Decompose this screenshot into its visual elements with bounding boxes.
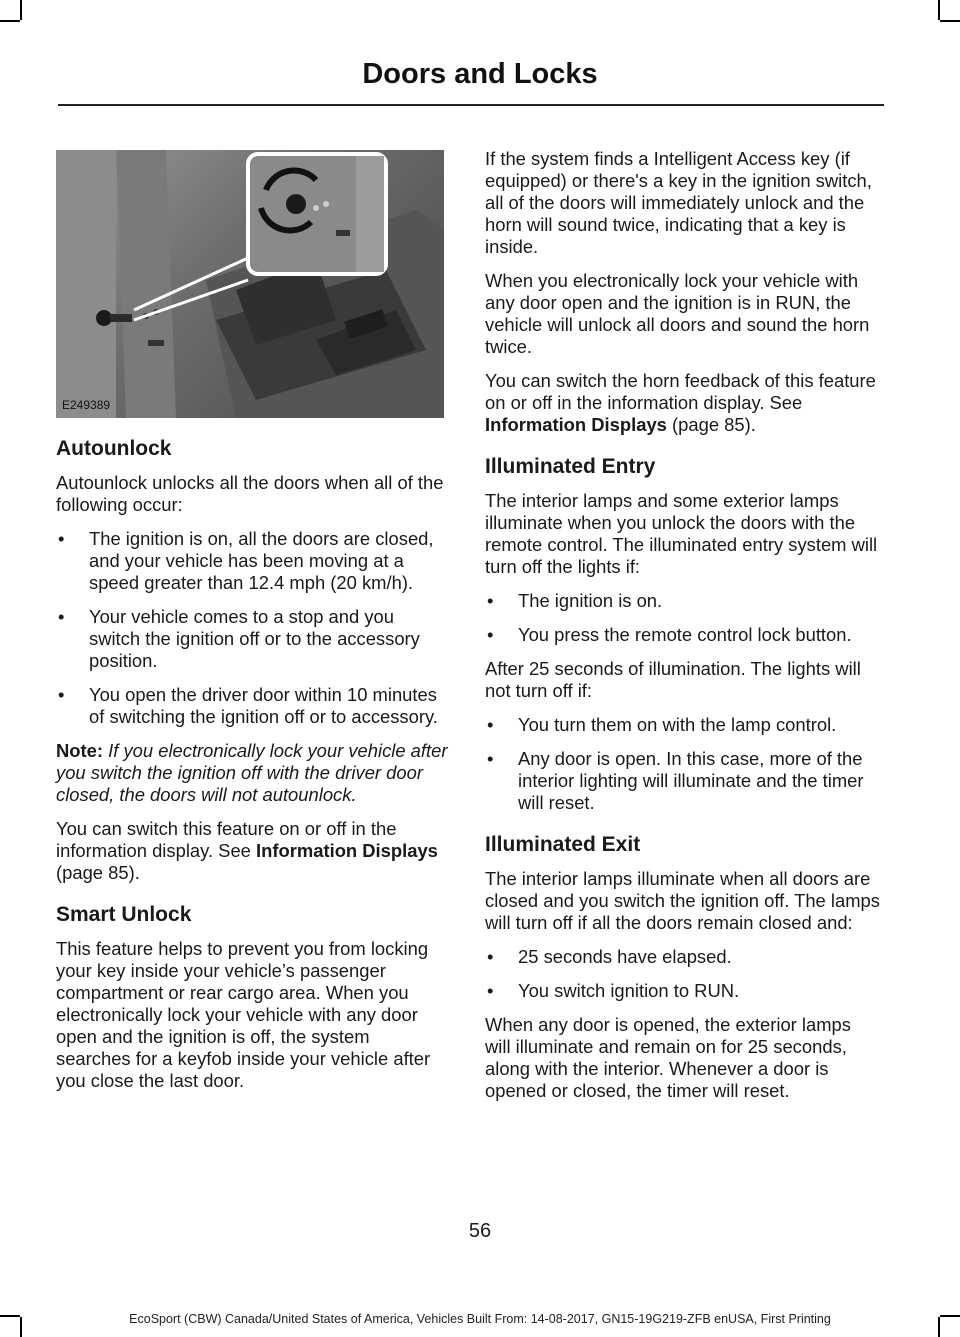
page-reference: (page 85). (666, 414, 756, 435)
crop-mark (20, 0, 22, 20)
paragraph-text: You can switch this feature on or off in the information display. See (56, 818, 397, 861)
paragraph: When any door is opened, the exterior lamps will illuminate and remain on for 25 seconds, along with the interior. Whenever a door is opened or closed, the timer will reset. (485, 1014, 851, 1101)
paragraph-text: You can switch the horn feedback of this feature on or off in the information display. See (485, 370, 876, 413)
paragraph: Autounlock unlocks all the doors when all of the following occur: (56, 472, 444, 515)
bullet-list (485, 590, 881, 646)
page-reference: (page 85). (56, 862, 140, 883)
page-number: 56 (468, 1220, 492, 1242)
list-item: • You switch ignition to RUN. (485, 980, 881, 1002)
section-heading-autounlock: Autounlock (56, 437, 172, 460)
list-item: • You press the remote control lock button. (485, 624, 881, 646)
list-item: • The ignition is on, all the doors are closed, and your vehicle has been moving at a speed greater than 12.4 mph (20 km/h). (56, 528, 448, 594)
crop-mark (940, 20, 960, 22)
paragraph: After 25 seconds of illumination. The lights will not turn off if: (485, 658, 861, 701)
list-item: • You open the driver door within 10 minutes of switching the ignition off or to accessory. (56, 684, 448, 728)
list-item: • You turn them on with the lamp control. (485, 714, 881, 736)
door-illustration-svg (56, 150, 444, 418)
cross-reference-link[interactable]: Information Displays (256, 840, 438, 861)
door-lock-illustration (56, 150, 444, 418)
page-title: Doors and Locks (362, 58, 598, 90)
bullet-list (485, 946, 881, 1002)
crop-mark (938, 0, 940, 20)
bullet-list (485, 714, 881, 814)
note-label: Note: (56, 740, 103, 761)
section-heading-illuminated-entry: Illuminated Entry (485, 455, 656, 478)
list-item: • 25 seconds have elapsed. (485, 946, 881, 968)
paragraph: The interior lamps and some exterior lamps illuminate when you unlock the doors with the remote control. The illuminated entry system will turn off the lights if: (485, 490, 878, 577)
right-column (485, 148, 881, 1114)
figure-id: E249389 (62, 398, 111, 412)
note-text: If you electronically lock your vehicle after you switch the ignition off with the driver door closed, the doors will not autounlock. (56, 740, 448, 805)
bullet-list (56, 528, 448, 728)
paragraph: This feature helps to prevent you from locking your key inside your vehicle’s passenger compartment or rear cargo area. When you electronically lock your vehicle with any door open and the ignition is off, the system searches for a keyfob inside your vehicle after you close the last door. (56, 938, 431, 1091)
paragraph: If the system finds a Intelligent Access key (if equipped) or there's a key in the ignition switch, all of the doors will immediately unlock and the horn will sound twice, indicating that a key is inside. (485, 148, 872, 257)
header-divider (58, 104, 884, 106)
crop-mark (0, 20, 20, 22)
paragraph (56, 818, 448, 884)
left-column (56, 418, 448, 1104)
section-heading-smart-unlock: Smart Unlock (56, 903, 192, 926)
paragraph: The interior lamps illuminate when all doors are closed and you switch the ignition off. The lamps will turn off if all the doors remain closed and: (485, 868, 880, 933)
cross-reference-link[interactable]: Information Displays (485, 414, 667, 435)
section-heading-illuminated-exit: Illuminated Exit (485, 833, 641, 856)
note (56, 740, 448, 806)
list-item: • The ignition is on. (485, 590, 881, 612)
paragraph (485, 370, 881, 436)
list-item: • Any door is open. In this case, more of the interior lighting will illuminate and the timer will reset. (485, 748, 881, 814)
list-item: • Your vehicle comes to a stop and you switch the ignition off or to the accessory position. (56, 606, 448, 672)
footer-text: EcoSport (CBW) Canada/United States of America, Vehicles Built From: 14-08-2017, GN15-19G219-ZFB enUSA, First Printing (129, 1312, 831, 1326)
paragraph: When you electronically lock your vehicle with any door open and the ignition is in RUN, the vehicle will unlock all doors and sound the horn twice. (485, 270, 870, 357)
